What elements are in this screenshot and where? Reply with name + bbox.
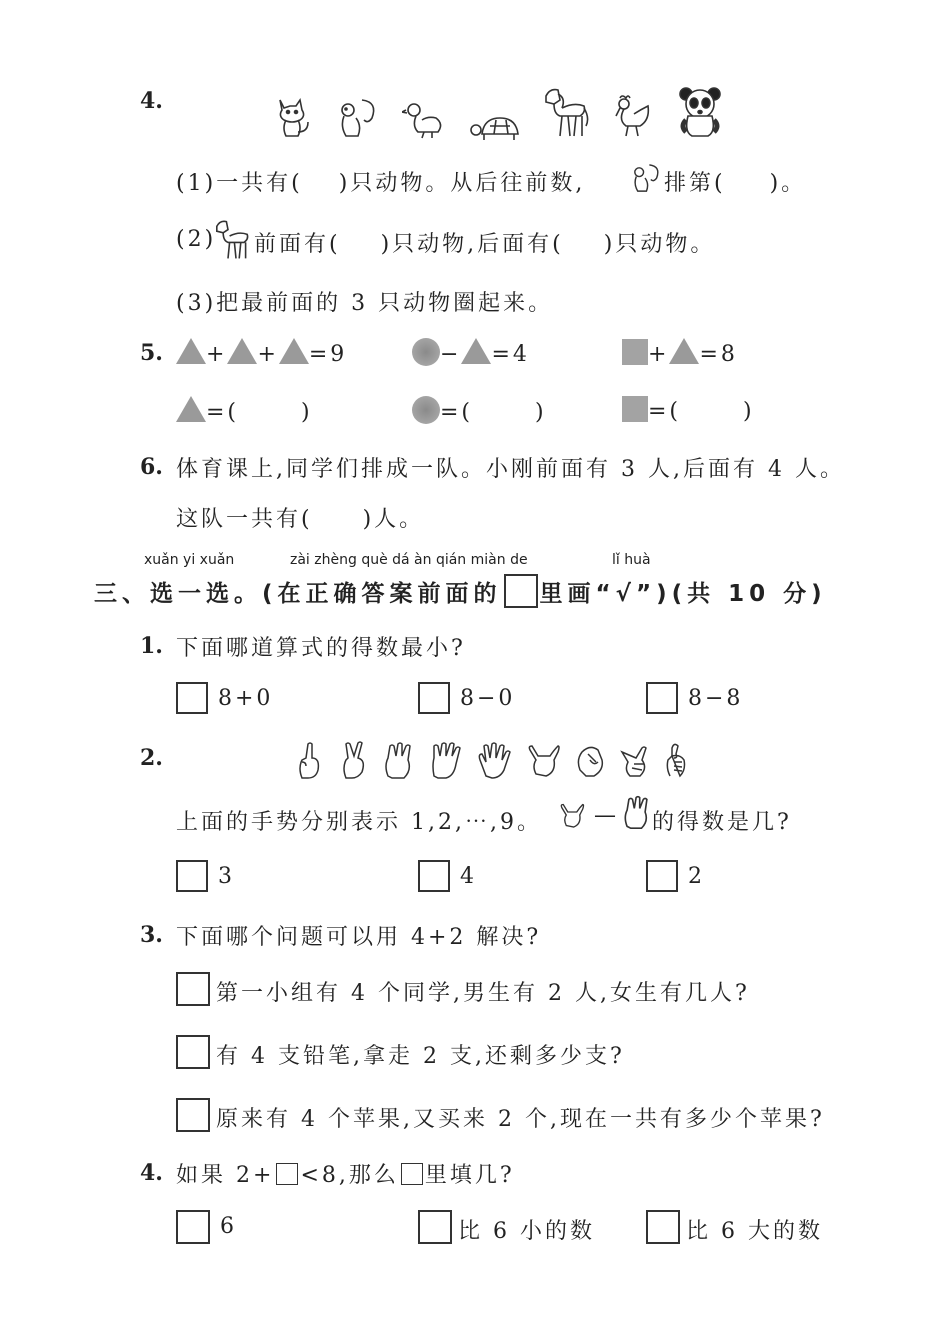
pinyin-xuanyixuan: xuǎn yi xuǎn [144,552,235,568]
s3-option-a-checkbox[interactable] [176,972,210,1006]
s4-question-c: 里填几? [424,1163,515,1188]
q5-eq2-op: − [440,342,462,367]
hand-9-icon [667,744,684,776]
circle-icon [412,338,440,366]
circle-icon [412,396,440,424]
triangle-icon [227,338,257,364]
q4-line2-part-b: 前面有( [254,232,341,257]
gesture-row [296,740,696,784]
square-icon [622,396,648,422]
s4-option-c-label: 比 6 大的数 [686,1219,823,1244]
triangle-icon [176,338,206,364]
s2-option-b-label: 4 [460,864,477,889]
s1-option-c-label: 8−8 [688,686,744,711]
s3-option-c-checkbox[interactable] [176,1098,210,1132]
cat-icon [268,92,316,140]
q5-ans1-open: =( [206,400,240,425]
q4-line3: (3)把最前面的 3 只动物圈起来。 [176,291,554,316]
q4-line1-tail [664,166,806,197]
s4-question-b: <8,那么 [300,1163,399,1188]
q5-ans2-open: =( [440,400,474,425]
q6-line1: 体育课上,同学们排成一队。小刚前面有 3 人,后面有 4 人。 [176,457,845,482]
s4-option-a-checkbox[interactable] [176,1210,210,1244]
q5-ans3 [622,396,755,424]
s3-option-b-label: 有 4 支铅笔,拿走 2 支,还剩多少支? [216,1044,625,1069]
squirrel-inline-icon [628,162,662,194]
s3-option-a-label: 第一小组有 4 个同学,男生有 2 人,女生有几人? [216,981,750,1006]
hand-4-icon [433,743,460,778]
s4-option-b-label: 比 6 小的数 [458,1219,595,1244]
hand-6-icon [529,746,559,776]
s3-number: 3. [140,922,163,948]
triangle-icon [279,338,309,364]
s4-number: 4. [140,1160,163,1186]
q4-number: 4. [140,88,163,114]
triangle-icon [176,396,206,422]
s1-number: 1. [140,633,163,659]
q5-ans1-close: ) [301,400,313,425]
triangle-icon [461,338,491,364]
section3-title-b: 里画“√”)(共 10 分) [539,581,827,607]
q5-ans2-close: ) [535,400,547,425]
q5-eq2 [412,338,530,367]
panda-icon [676,86,724,138]
q4-line1-part-d: )。 [769,171,807,196]
s2-question-c: 的得数是几? [652,810,792,835]
s2-option-a-label: 3 [218,864,235,889]
q5-eq1 [176,338,347,367]
q4-line2-part-c: )只动物,后面有( [380,232,564,257]
hand-3-inline-icon [622,794,652,830]
q5-eq2-result: =4 [491,342,530,367]
pinyin-lihua: lǐ huà [612,552,651,568]
s4-option-a-label: 6 [220,1214,237,1239]
square-icon [622,339,648,365]
answer-box-example [504,574,538,608]
turtle-icon [470,114,526,142]
squirrel-icon [334,96,378,140]
s2-option-c-label: 2 [688,864,705,889]
s3-option-c-label: 原来有 4 个苹果,又买来 2 个,现在一共有多少个苹果? [216,1107,825,1132]
q5-eq1-op2: + [257,342,279,367]
s2-option-a-checkbox[interactable] [176,860,208,892]
q6-number: 6. [140,454,163,480]
rooster-icon [610,92,654,140]
q4-line1-part-a: (1)一共有( [176,171,303,196]
hand-7-icon [578,747,602,776]
blank-box-icon [401,1163,423,1185]
q5-eq3 [622,338,738,367]
hand-6-inline-icon [556,800,590,830]
q5-eq3-op: + [648,342,670,367]
q4-line2 [254,227,715,258]
s2-option-c-checkbox[interactable] [646,860,678,892]
s3-option-b-checkbox[interactable] [176,1035,210,1069]
q5-ans1 [176,396,313,425]
horse-icon [540,86,590,140]
s1-option-a-label: 8+0 [218,686,274,711]
duck-icon [402,100,446,140]
section3-title-a: 三、选一选。(在正确答案前面的 [94,581,502,607]
gestures-svg [296,740,696,780]
q4-line1 [176,166,585,197]
q5-eq1-op1: + [206,342,228,367]
hand-1-icon [300,743,318,778]
s2-question-minus: — [594,803,619,828]
hand-8-icon [622,747,646,776]
triangle-icon [669,338,699,364]
q6-line2: 这队一共有( )人。 [176,507,425,532]
horse-inline-icon [212,218,252,262]
q5-eq3-result: =8 [699,342,738,367]
q4-line1-part-c: 排第( [664,171,726,196]
hand-3-icon [386,743,410,778]
s2-number: 2. [140,745,163,771]
s4-option-b-checkbox[interactable] [418,1210,452,1244]
s4-question-a: 如果 2+ [176,1163,275,1188]
hand-5-icon [479,743,510,778]
hand-2-icon [344,742,363,778]
q5-number: 5. [140,340,163,366]
blank-box-icon [276,1163,298,1185]
s2-option-b-checkbox[interactable] [418,860,450,892]
s2-question-a: 上面的手势分别表示 1,2,⋯,9。 [176,810,542,835]
q5-ans3-open: =( [648,399,682,424]
q4-line1-part-b: )只动物。从后往前数, [338,171,586,196]
q4-line2-prefix: (2) [176,227,217,252]
q5-ans3-close: ) [743,399,755,424]
s1-option-c-checkbox[interactable] [646,682,678,714]
s4-option-c-checkbox[interactable] [646,1210,680,1244]
section3-title [94,574,827,608]
s1-option-b-label: 8−0 [460,686,516,711]
q5-ans2 [412,396,547,425]
s1-question: 下面哪道算式的得数最小? [176,636,466,661]
q4-line2-part-d: )只动物。 [603,232,716,257]
s1-option-a-checkbox[interactable] [176,682,208,714]
s3-question: 下面哪个问题可以用 4+2 解决? [176,925,542,950]
q5-eq1-result: =9 [308,342,348,367]
s1-option-b-checkbox[interactable] [418,682,450,714]
s4-question [176,1158,515,1189]
pinyin-instruction: zài zhèng què dá àn qián miàn de [290,552,528,568]
